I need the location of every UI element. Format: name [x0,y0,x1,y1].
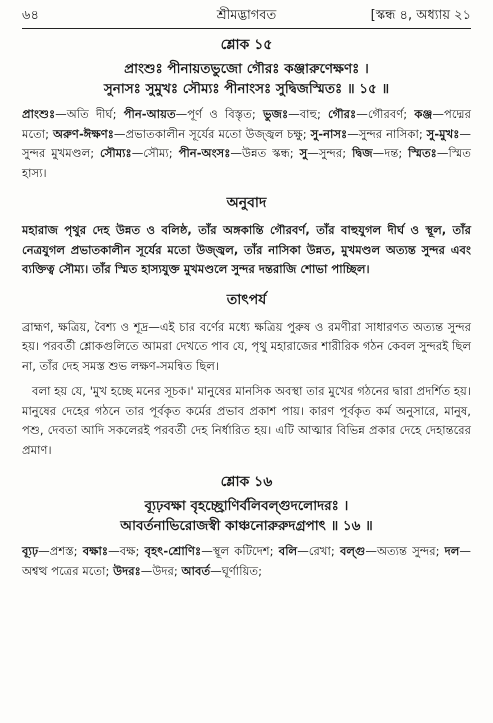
synonym-15-meaning: —উন্নত স্কন্ধ; [230,146,300,160]
synonym-16-word: বক্ষাঃ [82,544,109,558]
synonym-15-meaning: —স্মিত হাস্য। [22,146,471,180]
book-title: শ্রীমদ্ভাগবত [216,8,277,23]
verse-16-synonyms [22,542,471,581]
synonym-16-meaning: —বক্ষ; [108,544,145,558]
synonym-15-meaning: —পূর্ণ ও বিস্তৃত; [175,107,263,121]
synonym-16-word: দল [444,544,460,558]
synonym-16-word: বলি [278,544,298,558]
synonym-16-word: বল্গু [339,544,366,558]
synonym-15-word: কঞ্জ [414,107,433,121]
synonym-15-word: ভুজঃ [262,107,289,121]
verse-15-line-2: সুনাসঃ সুমুখঃ সৌম্যঃ পীনাংসঃ সুদ্বিজস্মিতঃ ॥ ১৫ ॥ [103,81,390,97]
synonym-16-meaning: —উদর; [140,563,182,578]
verse-15-line-1: প্রাংশুঃ পীনায়তভুজো গৌরঃ কঞ্জারুণেক্ষণঃ । [124,61,369,77]
synonym-16-meaning: —স্থূল কটিদেশ; [201,544,279,558]
synonym-15-word: পীন-অংসঃ [178,146,231,160]
verse-16-heading: শ্লোক ১৬ [220,474,273,490]
synonym-16-meaning: —অশ্বত্থ পত্রের মতো; [22,544,471,578]
synonym-15-word: স্মিতঃ [408,146,437,160]
synonym-16-meaning: —প্রশস্ত; [38,544,83,558]
verse-15-synonyms [22,105,471,183]
synonym-15-meaning: —প্রভাতকালীন সূর্যের মতো উজ্জ্বল চক্ষু; [113,126,311,141]
synonym-15-word: সু-মুখঃ [426,126,460,141]
synonym-15-word: প্রাংশুঃ [22,107,56,121]
synonym-16-word: আবর্ত [181,563,211,578]
synonym-15-word: গৌরঃ [328,107,357,121]
purport-paragraph-1: ব্রাহ্মণ, ক্ষত্রিয়, বৈশ্য ও শূদ্র—এই চার বর্ণের মধ্যে ক্ষত্রিয় পুরুষ ও রমণীরা সাধারণত অত্যন্ত সুন্দর হয়। পরবর্তী শ্লোকগুলিতে আমরা দেখতে পাব যে, পৃথু মহারাজের শারীরিক গঠন কেবল সুন্দরই ছিল না, তাঁর দেহ সমস্ত শুভ লক্ষণ-সমন্বিত ছিল। [22,319,471,373]
synonym-15-word: অরুণ-ঈক্ষণঃ [53,126,114,141]
synonym-15-meaning: —গৌরবর্ণ; [356,107,415,121]
purport-heading: তাৎপর্য [226,291,267,308]
verse-16-line-2: আবর্তনাভিরোজস্বী কাঞ্চনোরুরুদগ্রপাৎ ॥ ১৬ ॥ [120,518,373,534]
purport-paragraph-2: বলা হয় যে, 'মুখ হচ্ছে মনের সূচক।' মানুষের মানসিক অবস্থা তার মুখের গঠনের দ্বারা প্রদর্শিত হয়। মানুষের দেহের গঠনে তার পূর্বকৃত কর্মের প্রভাব প্রকাশ পায়। কারণ পূর্বকৃত কর্ম অনুসারে, মানুষ, পশু, দেবতা আদি সকলেরই পরবর্তী দেহ নির্ধারিত হয়। এটি আত্মার বিভিন্ন প্রকার দেহে দেহান্তরের প্রমাণ। [22,384,471,457]
page-number: ৬৪ [22,8,39,23]
translation-heading: অনুবাদ [226,195,267,211]
synonym-16-meaning: —অত্যন্ত সুন্দর; [365,544,445,558]
translation-text: মহারাজ পৃথুর দেহ উন্নত ও বলিষ্ঠ, তাঁর অঙ্গকান্তি গৌরবর্ণ, তাঁর বাহুযুগল দীর্ঘ ও স্থূল, তাঁর নেত্রযুগল প্রভাতকালীন সূর্যের মতো উজ্জ্বল, তাঁর নাসিকা উন্নত, মুখমণ্ডল অত্যন্ত সুন্দর এবং ব্যক্তিত্ব সৌম্য। তাঁর স্মিত হাস্যযুক্ত মুখমণ্ডলে সুন্দর দন্তরাজি শোভা পাচ্ছিল। [22,223,471,276]
synonym-15-word: দ্বিজ [352,146,373,160]
verse-16-line-1: ব্যূঢ়বক্ষা বৃহচ্ছ্রোণির্বলিবল্গুদলোদরঃ । [144,498,349,514]
synonym-16-word: উদরঃ [113,563,141,578]
synonym-16-meaning: —ঘূর্ণায়িত; [210,563,263,578]
synonym-15-meaning: —দন্ত; [372,146,409,160]
synonym-16-word: ব্যূঢ় [22,544,39,558]
synonym-15-meaning: —সুন্দর; [307,146,353,160]
synonym-15-meaning: —সুন্দর মুখমণ্ডল; [22,126,471,160]
synonym-15-meaning: —সুন্দর নাসিকা; [347,126,427,141]
synonym-15-word: সু-নাসঃ [310,126,348,141]
synonym-16-word: বৃহৎ-শ্রোণিঃ [144,544,202,558]
chapter-reference: [স্কন্ধ ৪, অধ্যায় ২১ [370,8,471,23]
synonym-15-word: সৌম্যঃ [100,146,132,160]
synonym-15-meaning: —অতি দীর্ঘ; [55,107,124,121]
synonym-15-meaning: —সৌম্য; [131,146,179,160]
verse-15-heading: শ্লোক ১৫ [220,37,273,53]
synonym-15-word: পীন-আয়ত [123,107,176,121]
synonym-15-word: সু [299,146,308,160]
header-rule [22,28,471,29]
synonym-15-meaning: —পদ্মের মতো; [22,107,472,141]
synonym-15-meaning: —বাহু; [288,107,329,121]
synonym-16-meaning: —রেখা; [297,544,340,558]
